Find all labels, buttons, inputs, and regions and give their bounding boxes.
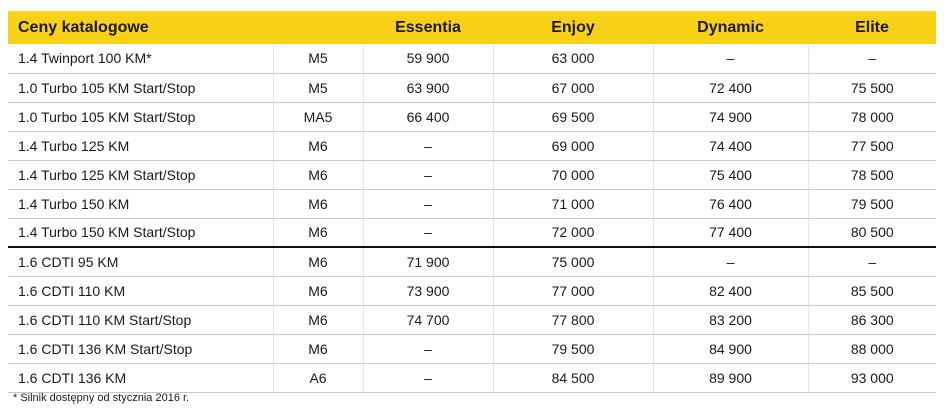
table-header-row [8,11,936,44]
enjoy-price: 77 000 [493,276,653,305]
header-essentia: Essentia [395,18,461,36]
header-dynamic: Dynamic [697,18,764,36]
engine-cell: 1.6 CDTI 136 KM [8,363,273,392]
enjoy-price: 71 000 [493,189,653,218]
header-title: Ceny katalogowe [18,18,149,36]
gearbox-cell: M6 [273,131,363,160]
gearbox-cell: A6 [273,363,363,392]
table-row [8,189,936,218]
table-row [8,247,936,276]
table-row [8,363,936,392]
dynamic-price: 84 900 [653,334,808,363]
dynamic-price: 74 400 [653,131,808,160]
engine-cell: 1.4 Turbo 150 KM Start/Stop [8,218,273,247]
gearbox-cell: MA5 [273,102,363,131]
elite-price: 86 300 [808,305,936,334]
engine-cell: 1.4 Twinport 100 KM* [8,44,273,73]
footnote: * Silnik dostępny od stycznia 2016 r. [13,392,190,404]
dynamic-price: 74 900 [653,102,808,131]
gearbox-cell: M6 [273,305,363,334]
table-row [8,44,936,73]
table-row [8,305,936,334]
table-row [8,218,936,247]
gearbox-cell: M6 [273,218,363,247]
gearbox-cell: M6 [273,276,363,305]
gearbox-cell: M6 [273,160,363,189]
engine-cell: 1.6 CDTI 110 KM [8,276,273,305]
essentia-price: – [363,189,493,218]
dynamic-price: – [653,44,808,73]
enjoy-price: 75 000 [493,247,653,276]
enjoy-price: 70 000 [493,160,653,189]
elite-price: – [808,247,936,276]
dynamic-price: 83 200 [653,305,808,334]
dynamic-price: 75 400 [653,160,808,189]
essentia-price: 63 900 [363,73,493,102]
essentia-price: 66 400 [363,102,493,131]
essentia-price: 59 900 [363,44,493,73]
enjoy-price: 63 000 [493,44,653,73]
engine-cell: 1.6 CDTI 136 KM Start/Stop [8,334,273,363]
header-elite: Elite [855,18,889,36]
gearbox-cell: M6 [273,247,363,276]
dynamic-price: 89 900 [653,363,808,392]
dynamic-price: 72 400 [653,73,808,102]
gearbox-cell: M6 [273,334,363,363]
elite-price: 79 500 [808,189,936,218]
engine-cell: 1.6 CDTI 95 KM [8,247,273,276]
elite-price: 93 000 [808,363,936,392]
engine-cell: 1.4 Turbo 150 KM [8,189,273,218]
gearbox-cell: M5 [273,73,363,102]
gearbox-cell: M5 [273,44,363,73]
elite-price: 78 500 [808,160,936,189]
essentia-price: – [363,218,493,247]
price-table [8,11,936,393]
essentia-price: – [363,334,493,363]
engine-cell: 1.0 Turbo 105 KM Start/Stop [8,73,273,102]
essentia-price: – [363,363,493,392]
table-row [8,276,936,305]
elite-price: – [808,44,936,73]
table-row [8,102,936,131]
elite-price: 78 000 [808,102,936,131]
dynamic-price: 82 400 [653,276,808,305]
dynamic-price: 76 400 [653,189,808,218]
enjoy-price: 84 500 [493,363,653,392]
header-gearbox [273,11,363,44]
essentia-price: – [363,160,493,189]
elite-price: 80 500 [808,218,936,247]
dynamic-price: – [653,247,808,276]
table-row [8,131,936,160]
enjoy-price: 69 500 [493,102,653,131]
table-row [8,73,936,102]
table-row [8,334,936,363]
enjoy-price: 69 000 [493,131,653,160]
elite-price: 77 500 [808,131,936,160]
essentia-price: 71 900 [363,247,493,276]
engine-cell: 1.0 Turbo 105 KM Start/Stop [8,102,273,131]
enjoy-price: 79 500 [493,334,653,363]
enjoy-price: 72 000 [493,218,653,247]
essentia-price: 73 900 [363,276,493,305]
table-row [8,160,936,189]
engine-cell: 1.4 Turbo 125 KM [8,131,273,160]
enjoy-price: 77 800 [493,305,653,334]
elite-price: 85 500 [808,276,936,305]
enjoy-price: 67 000 [493,73,653,102]
elite-price: 88 000 [808,334,936,363]
elite-price: 75 500 [808,73,936,102]
essentia-price: – [363,131,493,160]
dynamic-price: 77 400 [653,218,808,247]
engine-cell: 1.4 Turbo 125 KM Start/Stop [8,160,273,189]
essentia-price: 74 700 [363,305,493,334]
engine-cell: 1.6 CDTI 110 KM Start/Stop [8,305,273,334]
gearbox-cell: M6 [273,189,363,218]
header-enjoy: Enjoy [551,18,595,36]
